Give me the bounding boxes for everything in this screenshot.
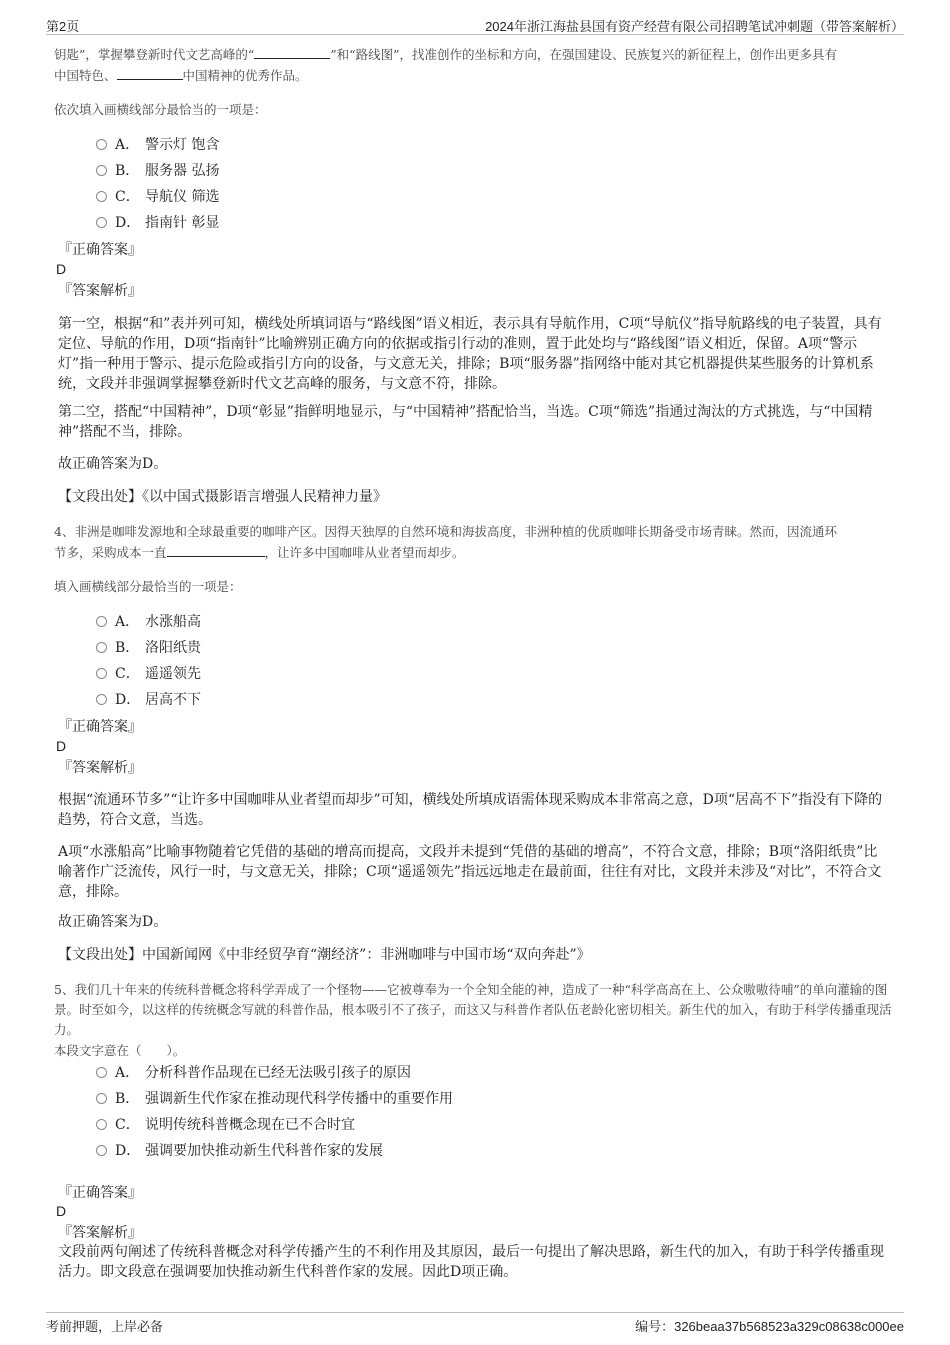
q5-prompt: 本段文字意在（ ）。 (54, 1043, 186, 1058)
q5-option-c[interactable]: C． 说明传统科普概念现在已不合时宜 (96, 1115, 355, 1135)
blank-line (254, 44, 330, 59)
q4-option-c[interactable]: C． 遥遥领先 (96, 664, 201, 684)
correct-answer-label: 『正确答案』 (58, 719, 142, 735)
q3-prompt: 依次填入画横线部分最恰当的一项是： (54, 102, 267, 117)
correct-answer-label: 『正确答案』 (58, 1185, 142, 1201)
q5-option-a[interactable]: A． 分析科普作品现在已经无法吸引孩子的原因 (96, 1063, 411, 1083)
q3-option-c[interactable]: C． 导航仪 筛选 (96, 187, 219, 207)
radio-icon[interactable] (96, 139, 107, 150)
blank-line (167, 542, 265, 557)
q4-text: 4、非洲是咖啡发源地和全球最重要的咖啡产区。因得天独厚的自然环境和海拔高度，非洲种植的优质咖啡长期备受市场青睐。然而，因流通环 节多，采购成本一直 ，让许多中国咖啡从业者望而却步。 (54, 524, 837, 560)
radio-icon[interactable] (96, 642, 107, 653)
analysis-paragraph: 文段前两句阐述了传统科普概念对科学传播产生的不利作用及其原因，最后一句提出了解决思路，新生代的加入，有助于科学传播重现活力。即文段意在强调要加快推动新生代科普作家的发展。因此D项正确。 (58, 1244, 884, 1280)
radio-icon[interactable] (96, 191, 107, 202)
radio-icon[interactable] (96, 1093, 107, 1104)
analysis-label: 『答案解析』 (58, 760, 142, 776)
q5-option-b[interactable]: B． 强调新生代作家在推动现代科学传播中的重要作用 (96, 1089, 453, 1109)
q5-text: 5、我们几十年来的传统科普概念将科学弄成了一个怪物——它被尊奉为一个全知全能的神，造成了一种“科学高高在上、公众嗷嗷待哺”的单向灌输的图景。时至如今，以这样的传统概念写就的科普作品，根本吸引不了孩子，而这又与科普作者队伍老龄化密切相关。新生代的加入，有助于科学传播重现活力。 (54, 982, 892, 1037)
q4-option-a[interactable]: A． 水涨船高 (96, 612, 201, 632)
radio-icon[interactable] (96, 616, 107, 627)
correct-answer: D (56, 738, 67, 754)
radio-icon[interactable] (96, 1145, 107, 1156)
analysis-conclusion: 故正确答案为D。 (58, 456, 168, 472)
radio-icon[interactable] (96, 1067, 107, 1078)
source-note: 【文段出处】中国新闻网《中非经贸孕育“潮经济”：非洲咖啡与中国市场“双向奔赴”》 (58, 947, 591, 963)
q3-option-d[interactable]: D． 指南针 彰显 (96, 213, 219, 233)
radio-icon[interactable] (96, 217, 107, 228)
source-note: 【文段出处】《以中国式摄影语言增强人民精神力量》 (58, 489, 387, 505)
blank-line (117, 65, 183, 80)
analysis-paragraph: 第二空，搭配“中国精神”，D项“彰显”指鲜明地显示，与“中国精神”搭配恰当，当选。C项“筛选”指通过淘汰的方式挑选，与“中国精神”搭配不当，排除。 (58, 404, 873, 440)
document-title: 2024年浙江海盐县国有资产经营有限公司招聘笔试冲刺题（带答案解析） (485, 19, 904, 34)
analysis-paragraph: A项“水涨船高”比喻事物随着它凭借的基础的增高而提高，文段并未提到“凭借的基础的增高”，不符合文意，排除；B项“洛阳纸贵”比喻著作广泛流传，风行一时，与文意无关，排除；C项“遥遥领先”指远远地走在最前面，往往有对比，文段并未涉及“对比”，不符合文意，排除。 (58, 844, 882, 900)
analysis-conclusion: 故正确答案为D。 (58, 914, 168, 930)
radio-icon[interactable] (96, 165, 107, 176)
footer-slogan: 考前押题，上岸必备 (46, 1319, 164, 1334)
correct-answer-label: 『正确答案』 (58, 242, 142, 258)
q3-option-a[interactable]: A． 警示灯 饱含 (96, 135, 219, 155)
q4-option-b[interactable]: B． 洛阳纸贵 (96, 638, 201, 658)
page-footer (46, 1312, 904, 1335)
q4-option-d[interactable]: D． 居高不下 (96, 690, 201, 710)
correct-answer: D (56, 1203, 67, 1219)
analysis-paragraph: 第一空，根据“和”表并列可知，横线处所填词语与“路线图”语义相近，表示具有导航作用，C项“导航仪”指导航路线的电子装置，具有定位、导航的作用，D项“指南针”比喻辨别正确方向的依据或指引行动的准则，置于此处均与“路线图”语义相近，保留。A项“警示灯”指一种用于警示、提示危险或指引方向的设备，与文意无关，排除；B项“服务器”指网络中能对其它机器提供某些服务的计算机系统，文段并非强调掌握攀登新时代文艺高峰的服务，与文意不符，排除。 (58, 316, 882, 392)
correct-answer: D (56, 261, 67, 277)
page-header (46, 14, 904, 35)
q5-option-d[interactable]: D． 强调要加快推动新生代科普作家的发展 (96, 1141, 383, 1161)
q3-text: 钥匙”，掌握攀登新时代文艺高峰的“ ”和“路线图”，找准创作的坐标和方向，在强国建设、民族复兴的新征程上，创作出更多具有 中国特色、 中国精神的优秀作品。 (54, 44, 896, 86)
analysis-label: 『答案解析』 (58, 283, 142, 299)
radio-icon[interactable] (96, 668, 107, 679)
radio-icon[interactable] (96, 694, 107, 705)
document-code: 编号：326beaa37b568523a329c08638c000ee (635, 1319, 904, 1334)
radio-icon[interactable] (96, 1119, 107, 1130)
page-number: 第2页 (46, 19, 80, 34)
analysis-label: 『答案解析』 (58, 1225, 142, 1241)
analysis-paragraph: 根据“流通环节多”“让许多中国咖啡从业者望而却步”可知，横线处所填成语需体现采购成本非常高之意，D项“居高不下”指没有下降的趋势，符合文意，当选。 (58, 792, 883, 828)
q3-option-b[interactable]: B． 服务器 弘扬 (96, 161, 219, 181)
q4-prompt: 填入画横线部分最恰当的一项是： (54, 579, 242, 594)
